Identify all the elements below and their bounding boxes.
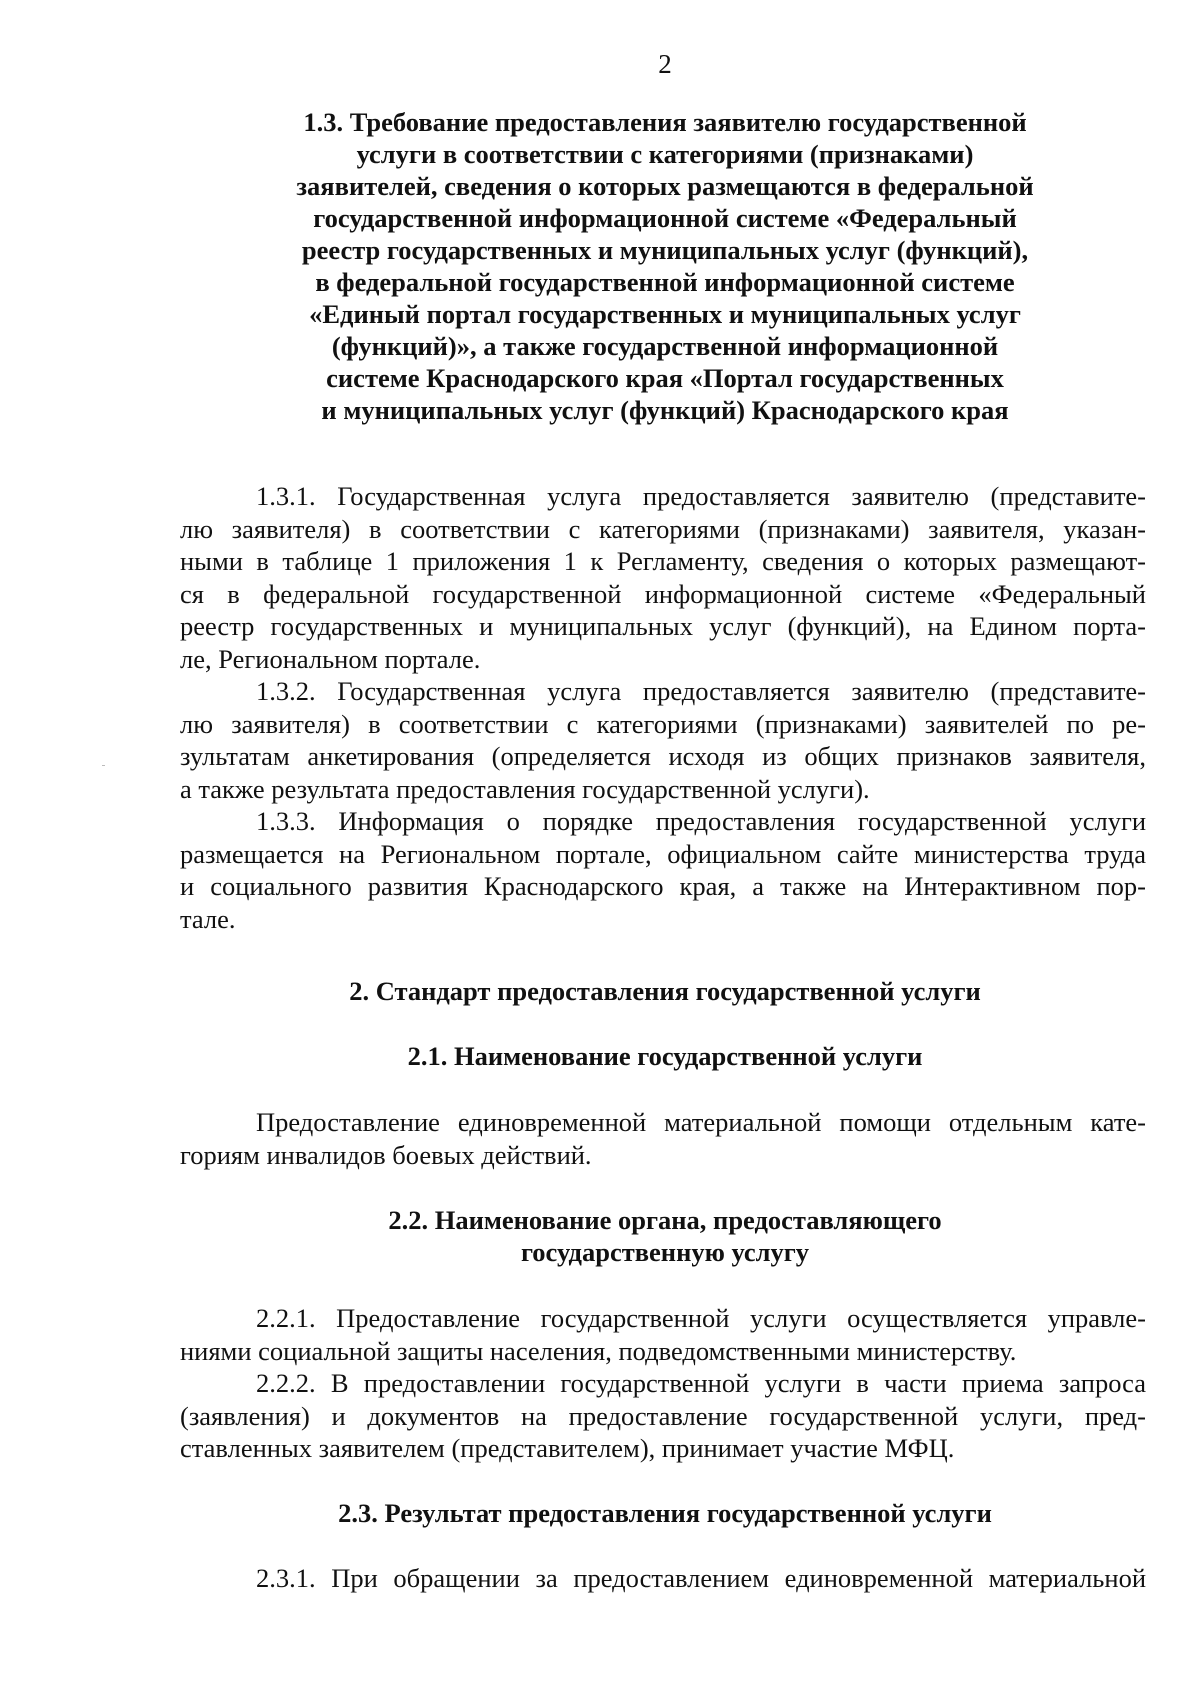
text-line: а также результата предоставления государственной услуги). xyxy=(180,773,870,804)
heading-line: и муниципальных услуг (функций) Краснодарского края xyxy=(321,395,1009,425)
section-heading-2-2 xyxy=(235,1204,1095,1268)
section-heading-2-1 xyxy=(235,1040,1095,1072)
heading-line: 2.1. Наименование государственной услуги xyxy=(407,1041,923,1071)
heading-line: 2.3. Результат предоставления государственной услуги xyxy=(338,1498,992,1528)
text-line: лю заявителя) в соответствии с категориями (признаками) заявителя, указан- xyxy=(180,513,1146,544)
section-heading-2-3 xyxy=(235,1497,1095,1529)
heading-line: заявителей, сведения о которых размещаются в федеральной xyxy=(296,171,1034,201)
text-line: ставленных заявителем (представителем), принимает участие МФЦ. xyxy=(180,1433,955,1463)
heading-line: 2. Стандарт предоставления государственной услуги xyxy=(349,976,981,1006)
text-line: тале. xyxy=(180,903,236,934)
text-line: Предоставление единовременной материальной помощи отдельным кате- xyxy=(256,1107,1146,1137)
paragraph-1-3-2 xyxy=(180,675,1146,805)
text-line: 1.3.3. Информация о порядке предоставления государственной услуги xyxy=(256,806,1146,836)
heading-line: государственной информационной системе «Федеральный xyxy=(313,203,1017,233)
heading-line: (функций)», а также государственной информационной xyxy=(331,331,999,361)
heading-line: реестр государственных и муниципальных услуг (функций), xyxy=(301,235,1029,265)
heading-line: в федеральной государственной информационной системе xyxy=(315,267,1015,297)
text-line: ся в федеральной государственной информационной системе «Федеральный xyxy=(180,578,1146,609)
text-line: 1.3.1. Государственная услуга предоставляется заявителю (представите- xyxy=(256,481,1146,511)
text-line: 2.2.1. Предоставление государственной услуги осуществляется управле- xyxy=(256,1303,1146,1333)
paragraph-2-1 xyxy=(180,1106,1146,1171)
text-line: ле, Региональном портале. xyxy=(180,643,481,674)
paragraph-2-2-1 xyxy=(180,1302,1146,1367)
text-line: реестр государственных и муниципальных услуг (функций), на Едином порта- xyxy=(180,611,1146,641)
text-line: гориям инвалидов боевых действий. xyxy=(180,1139,592,1170)
heading-line: системе Краснодарского края «Портал государственных xyxy=(326,363,1004,393)
text-line: ниями социальной защиты населения, подведомственными министерству. xyxy=(180,1335,1017,1366)
section-heading-1-3 xyxy=(235,106,1095,426)
text-line: 2.2.2. В предоставлении государственной услуги в части приема запроса xyxy=(256,1368,1146,1398)
text-line: 1.3.2. Государственная услуга предоставляется заявителю (представите- xyxy=(256,676,1146,706)
scan-artifact xyxy=(102,765,105,766)
heading-line: 2.2. Наименование органа, предоставляющего xyxy=(388,1205,942,1235)
paragraph-2-2-2 xyxy=(180,1367,1146,1465)
section-heading-2 xyxy=(235,975,1095,1007)
heading-line: 1.3. Требование предоставления заявителю государственной xyxy=(303,107,1027,137)
heading-line: государственную услугу xyxy=(520,1237,810,1267)
text-line: размещается на Региональном портале, официальном сайте министерства труда xyxy=(180,838,1146,869)
paragraph-1-3-1 xyxy=(180,480,1146,675)
text-line: (заявления) и документов на предоставление государственной услуги, пред- xyxy=(180,1400,1146,1431)
heading-line: «Единый портал государственных и муниципальных услуг xyxy=(309,299,1021,329)
text-line: лю заявителя) в соответствии с категориями (признаками) заявителей по ре- xyxy=(180,708,1146,739)
text-line: и социального развития Краснодарского края, а также на Интерактивном пор- xyxy=(180,871,1146,901)
heading-line: услуги в соответствии с категориями (признаками) xyxy=(356,139,974,169)
text-line: ными в таблице 1 приложения 1 к Регламенту, сведения о которых размещают- xyxy=(180,546,1146,576)
page-number: 2 xyxy=(658,49,672,79)
paragraph-1-3-3 xyxy=(180,805,1146,935)
text-line: зультатам анкетирования (определяется исходя из общих признаков заявителя, xyxy=(180,741,1146,771)
text-line: 2.3.1. При обращении за предоставлением единовременной материальной xyxy=(256,1563,1146,1593)
paragraph-2-3-1 xyxy=(180,1562,1146,1595)
